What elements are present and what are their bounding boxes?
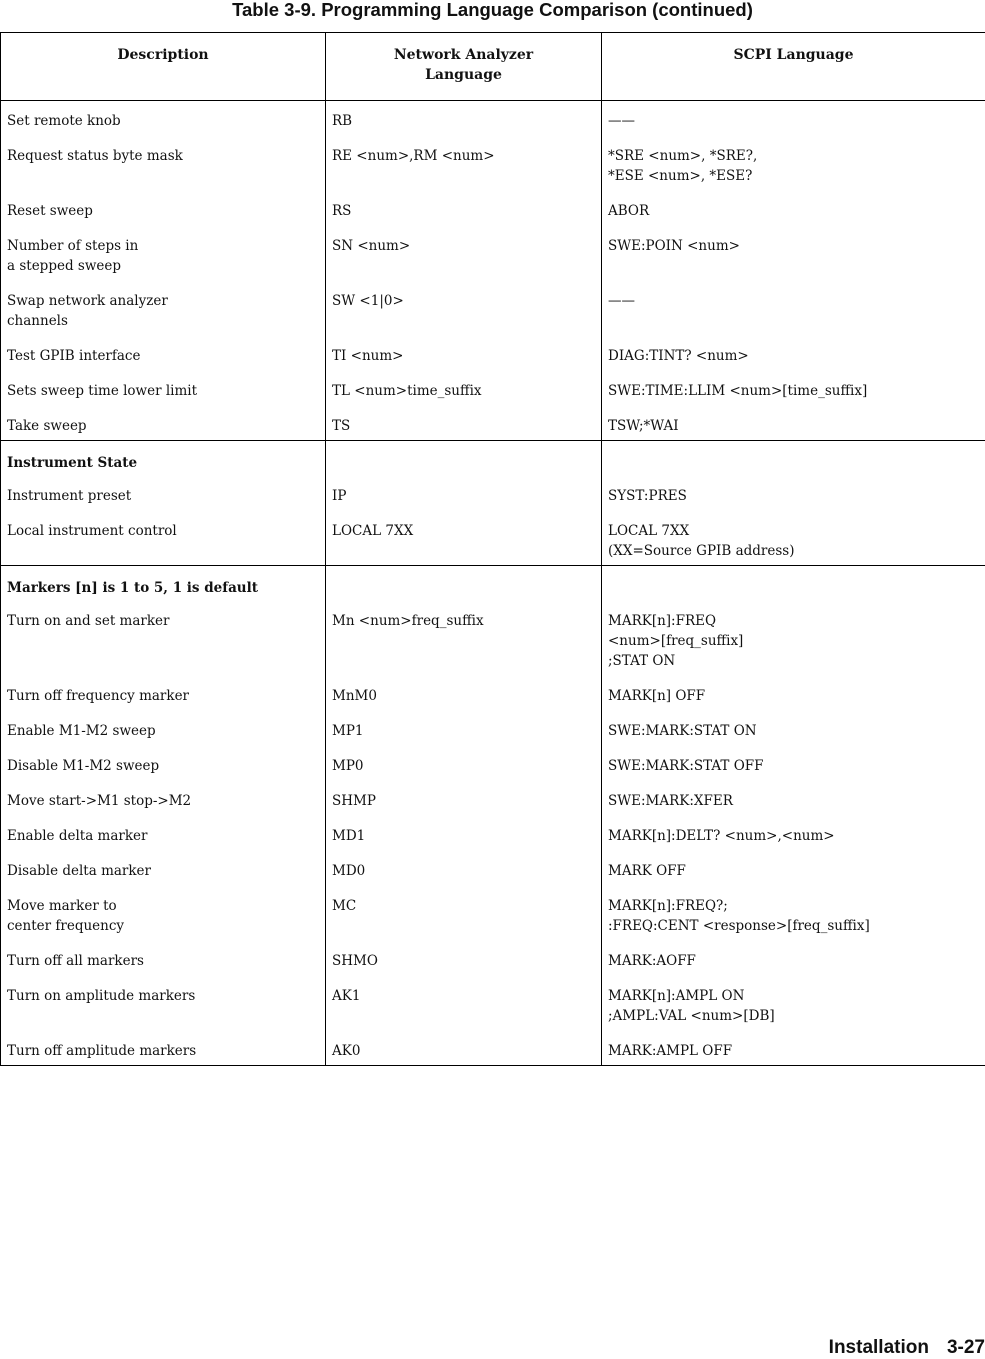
table-row (1, 746, 985, 781)
cell-scpi-command: *SRE <num>, *SRE?, *ESE <num>, *ESE? (602, 136, 985, 191)
table-row (1, 511, 985, 566)
cell-na-command: SHMP (326, 781, 602, 816)
table-row (1, 101, 985, 136)
cell-scpi-command: MARK[n]:FREQ <num>[freq_suffix] ;STAT ON (602, 601, 985, 676)
comparison-table (0, 32, 985, 1066)
cell-na-command: SHMO (326, 941, 602, 976)
cell-scpi-command: LOCAL 7XX (XX=Source GPIB address) (602, 511, 985, 566)
cell-description: Disable delta marker (1, 851, 326, 886)
table-row (1, 136, 985, 191)
table-row (1, 711, 985, 746)
cell-description: Number of steps in a stepped sweep (1, 226, 326, 281)
table-row (1, 1031, 985, 1066)
cell-description: Local instrument control (1, 511, 326, 566)
empty-cell (326, 566, 602, 601)
cell-na-command: MnM0 (326, 676, 602, 711)
table-row (1, 941, 985, 976)
cell-scpi-command: DIAG:TINT? <num> (602, 336, 985, 371)
table-row (1, 371, 985, 406)
page-footer (829, 1337, 985, 1359)
cell-scpi-command: —— (602, 281, 985, 336)
table-row (1, 601, 985, 676)
empty-cell (326, 441, 602, 476)
header-na-language: Network Analyzer Language (326, 33, 602, 101)
table-title: Table 3-9. Programming Language Comparison (continued) (232, 0, 753, 20)
table-row (1, 191, 985, 226)
cell-scpi-command: SWE:MARK:STAT OFF (602, 746, 985, 781)
cell-description: Enable delta marker (1, 816, 326, 851)
header-scpi-language: SCPI Language (602, 33, 985, 101)
cell-na-command: MD0 (326, 851, 602, 886)
table-row (1, 336, 985, 371)
cell-description: Move marker to center frequency (1, 886, 326, 941)
cell-na-command: LOCAL 7XX (326, 511, 602, 566)
footer-page-number: 3-27 (946, 1337, 985, 1358)
cell-na-command: AK1 (326, 976, 602, 1031)
table-row (1, 406, 985, 441)
cell-na-command: RS (326, 191, 602, 226)
cell-scpi-command: TSW;*WAI (602, 406, 985, 441)
cell-description: Instrument preset (1, 476, 326, 511)
section-heading: Instrument State (1, 441, 326, 476)
header-description: Description (1, 33, 326, 101)
empty-cell (602, 566, 985, 601)
cell-scpi-command: SWE:TIME:LLIM <num>[time_suffix] (602, 371, 985, 406)
cell-na-command: TI <num> (326, 336, 602, 371)
cell-na-command: MP1 (326, 711, 602, 746)
cell-scpi-command: MARK[n] OFF (602, 676, 985, 711)
cell-description: Turn off all markers (1, 941, 326, 976)
cell-scpi-command: SWE:POIN <num> (602, 226, 985, 281)
table-row (1, 976, 985, 1031)
table-row (1, 851, 985, 886)
cell-description: Turn off amplitude markers (1, 1031, 326, 1066)
cell-description: Sets sweep time lower limit (1, 371, 326, 406)
table-row (1, 226, 985, 281)
cell-description: Test GPIB interface (1, 336, 326, 371)
cell-na-command: MP0 (326, 746, 602, 781)
cell-scpi-command: SYST:PRES (602, 476, 985, 511)
table-row (1, 281, 985, 336)
cell-description: Turn on and set marker (1, 601, 326, 676)
cell-na-command: AK0 (326, 1031, 602, 1066)
cell-na-command: TS (326, 406, 602, 441)
cell-na-command: TL <num>time_suffix (326, 371, 602, 406)
cell-description: Disable M1-M2 sweep (1, 746, 326, 781)
cell-description: Move start->M1 stop->M2 (1, 781, 326, 816)
cell-description: Swap network analyzer channels (1, 281, 326, 336)
cell-scpi-command: ABOR (602, 191, 985, 226)
cell-scpi-command: —— (602, 101, 985, 136)
cell-na-command: RE <num>,RM <num> (326, 136, 602, 191)
cell-na-command: MD1 (326, 816, 602, 851)
table-row (1, 781, 985, 816)
footer-section: Installation (828, 1337, 929, 1358)
cell-scpi-command: SWE:MARK:XFER (602, 781, 985, 816)
table-body (1, 101, 985, 1066)
table-row (1, 676, 985, 711)
cell-scpi-command: MARK:AOFF (602, 941, 985, 976)
table-row (1, 816, 985, 851)
cell-scpi-command: MARK:AMPL OFF (602, 1031, 985, 1066)
cell-description: Enable M1-M2 sweep (1, 711, 326, 746)
cell-description: Turn off frequency marker (1, 676, 326, 711)
cell-na-command: Mn <num>freq_suffix (326, 601, 602, 676)
section-heading-row (1, 566, 985, 601)
cell-scpi-command: SWE:MARK:STAT ON (602, 711, 985, 746)
cell-na-command: SN <num> (326, 226, 602, 281)
cell-na-command: SW <1|0> (326, 281, 602, 336)
section-heading-row (1, 441, 985, 476)
table-header (1, 33, 985, 101)
cell-description: Reset sweep (1, 191, 326, 226)
cell-na-command: RB (326, 101, 602, 136)
empty-cell (602, 441, 985, 476)
section-heading: Markers [n] is 1 to 5, 1 is default (1, 566, 326, 601)
cell-scpi-command: MARK OFF (602, 851, 985, 886)
cell-scpi-command: MARK[n]:FREQ?; :FREQ:CENT <response>[freq_suffix] (602, 886, 985, 941)
cell-description: Request status byte mask (1, 136, 326, 191)
cell-scpi-command: MARK[n]:DELT? <num>,<num> (602, 816, 985, 851)
cell-na-command: MC (326, 886, 602, 941)
table-row (1, 476, 985, 511)
table-row (1, 886, 985, 941)
cell-scpi-command: MARK[n]:AMPL ON ;AMPL:VAL <num>[DB] (602, 976, 985, 1031)
cell-description: Set remote knob (1, 101, 326, 136)
cell-description: Take sweep (1, 406, 326, 441)
cell-description: Turn on amplitude markers (1, 976, 326, 1031)
cell-na-command: IP (326, 476, 602, 511)
